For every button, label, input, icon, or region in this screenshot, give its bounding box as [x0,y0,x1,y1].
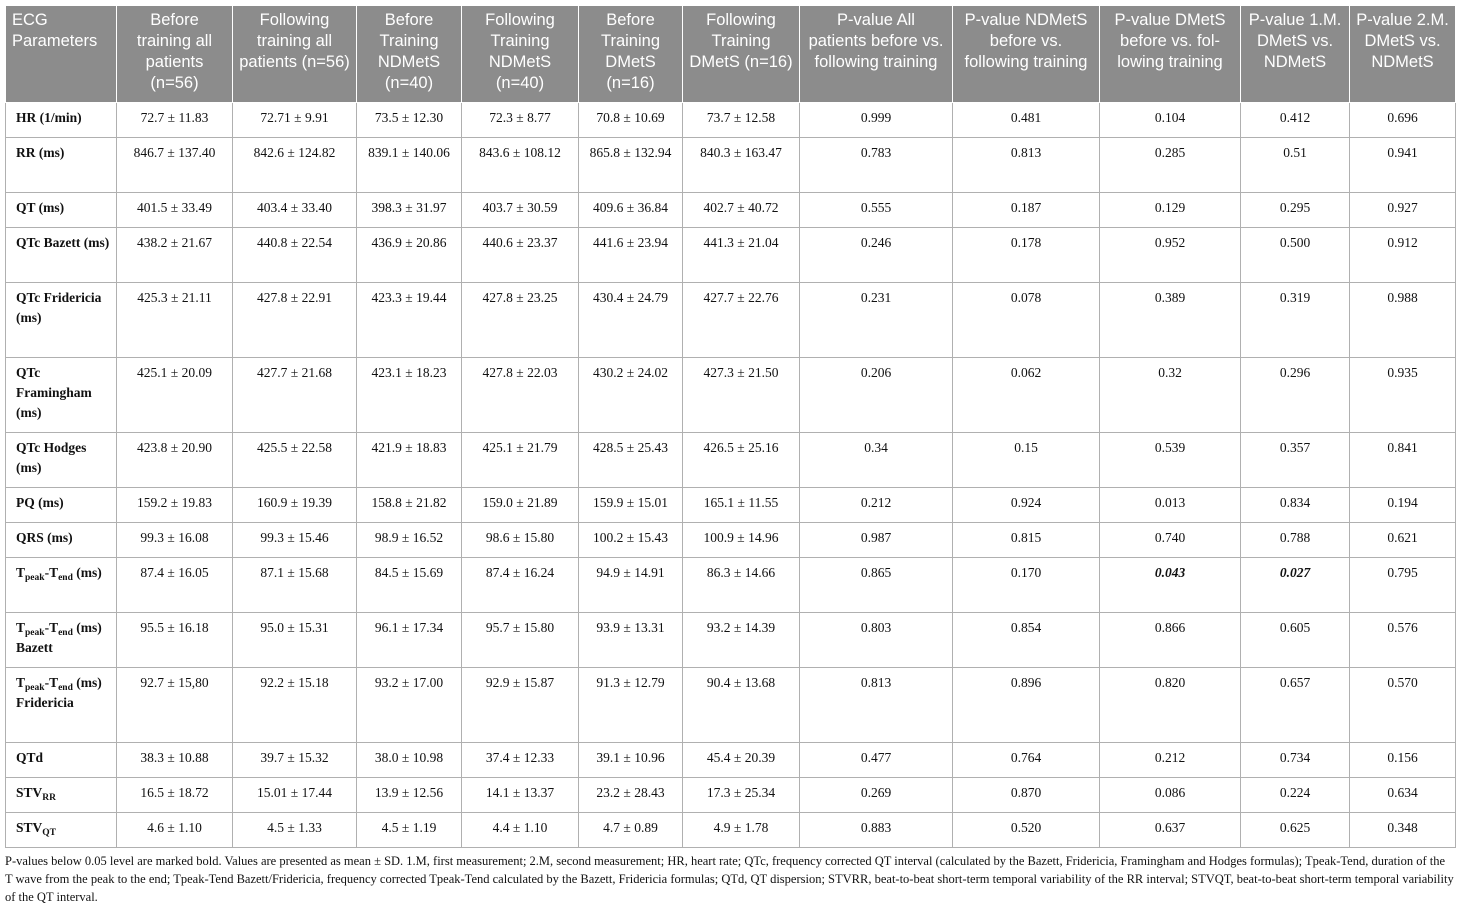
cell: 846.7 ± 137.40 [117,138,233,193]
cell: 93.2 ± 14.39 [683,613,800,668]
cell: 839.1 ± 140.06 [357,138,462,193]
cell: 428.5 ± 25.43 [579,433,683,488]
subscript-end: end [58,683,73,693]
row-label: $T_{peak}-T_{end}$ (ms) Bazett [6,613,117,668]
cell: 403.7 ± 30.59 [462,193,579,228]
cell: 0.357 [1241,433,1350,488]
row-label: HR (1/min) [6,103,117,138]
cell: 0.621 [1350,523,1456,558]
cell: 0.555 [800,193,953,228]
cell: 23.2 ± 28.43 [579,778,683,813]
cell: 440.6 ± 23.37 [462,228,579,283]
cell: 0.539 [1100,433,1241,488]
cell: 0.657 [1241,668,1350,743]
cell: 423.1 ± 18.23 [357,358,462,433]
cell: 427.8 ± 23.25 [462,283,579,358]
row-label: $T_{peak}-T_{end}$ (ms) [6,558,117,613]
cell: 0.212 [800,488,953,523]
cell: 440.8 ± 22.54 [233,228,357,283]
cell: 95.5 ± 16.18 [117,613,233,668]
cell: 425.3 ± 21.11 [117,283,233,358]
cell: 0.576 [1350,613,1456,668]
cell: 15.01 ± 17.44 [233,778,357,813]
cell: 0.15 [953,433,1100,488]
cell: 427.8 ± 22.03 [462,358,579,433]
cell: 38.0 ± 10.98 [357,743,462,778]
cell: 0.927 [1350,193,1456,228]
table-row [6,813,1456,848]
cell: 430.4 ± 24.79 [579,283,683,358]
significant-cell: 0.027 [1241,558,1350,613]
cell: 98.6 ± 15.80 [462,523,579,558]
cell: 430.2 ± 24.02 [579,358,683,433]
cell: 92.7 ± 15,80 [117,668,233,743]
cell: 0.187 [953,193,1100,228]
cell: 0.246 [800,228,953,283]
header-before-all: Before training all patients (n=56) [117,6,233,103]
header-before-dmets: Before Training DMetS (n=16) [579,6,683,103]
cell: 73.7 ± 12.58 [683,103,800,138]
cell: 94.9 ± 14.91 [579,558,683,613]
cell: 0.941 [1350,138,1456,193]
row-label: RR (ms) [6,138,117,193]
cell: 865.8 ± 132.94 [579,138,683,193]
cell: 86.3 ± 14.66 [683,558,800,613]
cell: 398.3 ± 31.97 [357,193,462,228]
cell: 90.4 ± 13.68 [683,668,800,743]
ecg-parameters-table [5,5,1456,848]
row-label-suffix: (ms) Bazett [16,620,102,655]
table-row [6,743,1456,778]
cell: 0.935 [1350,358,1456,433]
cell: 4.4 ± 1.10 [462,813,579,848]
row-label: QTc Hodges (ms) [6,433,117,488]
header-ecg-parameters: ECG Parameters [6,6,117,103]
row-label: QTc Bazett (ms) [6,228,117,283]
cell: 423.8 ± 20.90 [117,433,233,488]
cell: 0.178 [953,228,1100,283]
cell: 0.129 [1100,193,1241,228]
header-before-ndmets: Before Training NDMetS (n=40) [357,6,462,103]
cell: 441.3 ± 21.04 [683,228,800,283]
cell: 843.6 ± 108.12 [462,138,579,193]
cell: 0.224 [1241,778,1350,813]
row-label-base: STV [16,820,43,835]
cell: 38.3 ± 10.88 [117,743,233,778]
cell: 0.206 [800,358,953,433]
cell: 100.2 ± 15.43 [579,523,683,558]
row-label: QTd [6,743,117,778]
header-row [6,6,1456,103]
ecg-table-figure [5,5,1455,906]
cell: 0.078 [953,283,1100,358]
table-row [6,433,1456,488]
cell: 160.9 ± 19.39 [233,488,357,523]
cell: 0.570 [1350,668,1456,743]
subscript-peak: peak [25,628,45,638]
row-label: QT (ms) [6,193,117,228]
table-row [6,283,1456,358]
table-row [6,523,1456,558]
cell: 0.170 [953,558,1100,613]
table-row [6,103,1456,138]
table-row [6,488,1456,523]
cell: 93.2 ± 17.00 [357,668,462,743]
cell: 0.296 [1241,358,1350,433]
header-following-ndmets: Following Training NDMetS (n=40) [462,6,579,103]
cell: 0.319 [1241,283,1350,358]
significant-cell: 0.043 [1100,558,1241,613]
cell: 438.2 ± 21.67 [117,228,233,283]
cell: 4.5 ± 1.19 [357,813,462,848]
cell: 84.5 ± 15.69 [357,558,462,613]
cell: 436.9 ± 20.86 [357,228,462,283]
cell: 0.854 [953,613,1100,668]
cell: 0.988 [1350,283,1456,358]
subscript-qt: QT [42,828,56,838]
cell: 4.6 ± 1.10 [117,813,233,848]
cell: 0.865 [800,558,953,613]
cell: 159.9 ± 15.01 [579,488,683,523]
cell: 4.7 ± 0.89 [579,813,683,848]
cell: 427.7 ± 21.68 [233,358,357,433]
cell: 0.634 [1350,778,1456,813]
row-label-base: T [16,565,26,580]
row-label: QTc Fridericia (ms) [6,283,117,358]
header-following-all: Following training all patients (n=56) [233,6,357,103]
table-row [6,228,1456,283]
cell: 99.3 ± 15.46 [233,523,357,558]
row-label: PQ (ms) [6,488,117,523]
cell: 0.520 [953,813,1100,848]
cell: 14.1 ± 13.37 [462,778,579,813]
cell: 0.788 [1241,523,1350,558]
cell: 0.883 [800,813,953,848]
row-label-base: STV [16,785,43,800]
cell: 0.783 [800,138,953,193]
cell: 0.231 [800,283,953,358]
cell: 0.194 [1350,488,1456,523]
cell: 0.870 [953,778,1100,813]
row-label: $T_{peak}-T_{end}$ (ms) Fridericia [6,668,117,743]
cell: 0.813 [953,138,1100,193]
cell: 425.5 ± 22.58 [233,433,357,488]
cell: 441.6 ± 23.94 [579,228,683,283]
row-label-base: T [49,675,59,690]
cell: 92.9 ± 15.87 [462,668,579,743]
header-p-all: P-value All patients before vs. following training [800,6,953,103]
row-label-base: T [49,620,59,635]
cell: 840.3 ± 163.47 [683,138,800,193]
cell: 421.9 ± 18.83 [357,433,462,488]
cell: 16.5 ± 18.72 [117,778,233,813]
cell: 87.1 ± 15.68 [233,558,357,613]
cell: 0.412 [1241,103,1350,138]
subscript-peak: peak [25,573,45,583]
cell: 158.8 ± 21.82 [357,488,462,523]
cell: 0.104 [1100,103,1241,138]
header-p-2m: P-value 2.M. DMetS vs. NDMetS [1350,6,1456,103]
cell: 100.9 ± 14.96 [683,523,800,558]
table-footnote: P-values below 0.05 level are marked bold. Values are presented as mean ± SD. 1.M, first measurement; 2.M, second measurement; HR, heart rate; QTc, frequency corrected QT interval (calculated by the Bazett, Fridericia, Framingham and Hodges formulas); Tpeak-Tend, duration of the T wave from the peak to the end; Tpeak-Tend Bazett/Fridericia, frequency corrected Tpeak-Tend calculated by the Bazett, Fridericia formulas; QTd, QT dispersion; STVRR, beat-to-beat short-term temporal variability of the RR interval; STVQT, beat-to-beat short-term temporal variability of the QT interval. [5,854,1454,904]
cell: 0.734 [1241,743,1350,778]
cell: 0.348 [1350,813,1456,848]
cell: 401.5 ± 33.49 [117,193,233,228]
cell: 0.912 [1350,228,1456,283]
cell: 0.500 [1241,228,1350,283]
cell: 0.013 [1100,488,1241,523]
cell: 0.51 [1241,138,1350,193]
cell: 13.9 ± 12.56 [357,778,462,813]
table-row [6,778,1456,813]
row-label-base: T [49,565,59,580]
cell: 0.605 [1241,613,1350,668]
cell: 4.5 ± 1.33 [233,813,357,848]
cell: 72.7 ± 11.83 [117,103,233,138]
cell: 93.9 ± 13.31 [579,613,683,668]
cell: 72.3 ± 8.77 [462,103,579,138]
cell: 0.815 [953,523,1100,558]
row-label [6,778,117,813]
cell: 0.820 [1100,668,1241,743]
subscript-rr: RR [42,793,56,803]
cell: 0.999 [800,103,953,138]
cell: 0.086 [1100,778,1241,813]
cell: 91.3 ± 12.79 [579,668,683,743]
subscript-end: end [58,573,73,583]
cell: 0.740 [1100,523,1241,558]
cell: 92.2 ± 15.18 [233,668,357,743]
cell: 98.9 ± 16.52 [357,523,462,558]
cell: 403.4 ± 33.40 [233,193,357,228]
cell: 0.637 [1100,813,1241,848]
header-p-1m: P-value 1.M. DMetS vs. NDMetS [1241,6,1350,103]
cell: 165.1 ± 11.55 [683,488,800,523]
row-label-suffix: (ms) Fridericia [16,675,102,710]
table-row [6,613,1456,668]
row-label [6,813,117,848]
cell: 159.0 ± 21.89 [462,488,579,523]
cell: 0.295 [1241,193,1350,228]
cell: 0.952 [1100,228,1241,283]
table-row [6,358,1456,433]
cell: 95.0 ± 15.31 [233,613,357,668]
cell: 4.9 ± 1.78 [683,813,800,848]
cell: 72.71 ± 9.91 [233,103,357,138]
row-label-suffix: (ms) [72,565,102,580]
cell: 0.285 [1100,138,1241,193]
table-row [6,193,1456,228]
cell: 70.8 ± 10.69 [579,103,683,138]
cell: 427.8 ± 22.91 [233,283,357,358]
table-row [6,138,1456,193]
cell: 423.3 ± 19.44 [357,283,462,358]
cell: 409.6 ± 36.84 [579,193,683,228]
cell: 0.813 [800,668,953,743]
subscript-end: end [58,628,73,638]
cell: 0.481 [953,103,1100,138]
cell: 0.269 [800,778,953,813]
cell: 0.062 [953,358,1100,433]
cell: 842.6 ± 124.82 [233,138,357,193]
cell: 0.866 [1100,613,1241,668]
cell: 0.924 [953,488,1100,523]
table-row [6,668,1456,743]
cell: 0.987 [800,523,953,558]
cell: 95.7 ± 15.80 [462,613,579,668]
cell: 37.4 ± 12.33 [462,743,579,778]
cell: 0.795 [1350,558,1456,613]
cell: 402.7 ± 40.72 [683,193,800,228]
table-row [6,558,1456,613]
cell: 87.4 ± 16.05 [117,558,233,613]
subscript-peak: peak [25,683,45,693]
row-label: QRS (ms) [6,523,117,558]
cell: 87.4 ± 16.24 [462,558,579,613]
row-label-base: T [16,675,26,690]
cell: 0.625 [1241,813,1350,848]
cell: 0.389 [1100,283,1241,358]
cell: 0.834 [1241,488,1350,523]
row-label-base: T [16,620,26,635]
cell: 17.3 ± 25.34 [683,778,800,813]
cell: 0.34 [800,433,953,488]
cell: 39.7 ± 15.32 [233,743,357,778]
cell: 73.5 ± 12.30 [357,103,462,138]
row-label: QTc Framingham (ms) [6,358,117,433]
cell: 159.2 ± 19.83 [117,488,233,523]
cell: 45.4 ± 20.39 [683,743,800,778]
cell: 0.477 [800,743,953,778]
cell: 0.696 [1350,103,1456,138]
cell: 0.803 [800,613,953,668]
cell: 0.841 [1350,433,1456,488]
cell: 426.5 ± 25.16 [683,433,800,488]
cell: 425.1 ± 21.79 [462,433,579,488]
cell: 0.156 [1350,743,1456,778]
cell: 0.32 [1100,358,1241,433]
cell: 0.764 [953,743,1100,778]
header-p-ndmets: P-value NDMetS before vs. following training [953,6,1100,103]
cell: 427.3 ± 21.50 [683,358,800,433]
header-following-dmets: Following Training DMetS (n=16) [683,6,800,103]
cell: 96.1 ± 17.34 [357,613,462,668]
cell: 0.896 [953,668,1100,743]
cell: 427.7 ± 22.76 [683,283,800,358]
cell: 425.1 ± 20.09 [117,358,233,433]
cell: 0.212 [1100,743,1241,778]
cell: 39.1 ± 10.96 [579,743,683,778]
header-p-dmets: P-value DMetS before vs. fol-lowing training [1100,6,1241,103]
cell: 99.3 ± 16.08 [117,523,233,558]
